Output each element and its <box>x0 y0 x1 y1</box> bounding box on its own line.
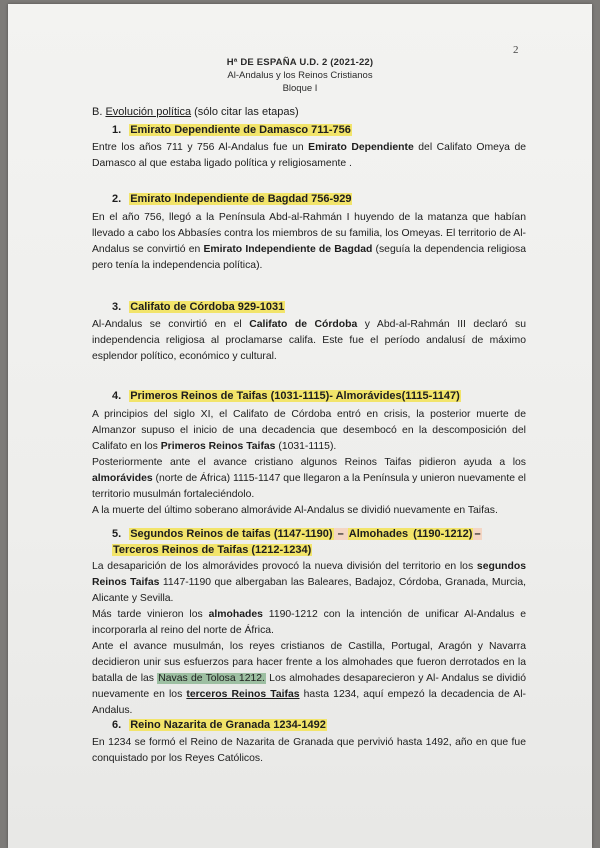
item-5-body <box>92 559 526 719</box>
item-5-title <box>112 526 526 558</box>
item-5-text-run: Los almohades desaparecieron y Al- Andalus se dividió nuevamente en los <box>92 673 526 700</box>
item-4-title <box>112 390 461 402</box>
document-page <box>8 4 592 848</box>
item-6-title-text: Reino Nazarita de Granada 1234-1492 <box>130 719 326 731</box>
header-block: Bloque I <box>282 83 318 94</box>
item-5-number: 5. <box>112 528 122 540</box>
item-5-text-run: segundos Reinos Taifas <box>92 561 526 588</box>
item-5-title-part: Segundos Reinos de taifas (1147-1190) <box>130 528 333 540</box>
item-4-body <box>92 407 526 519</box>
item-3-body <box>92 317 526 365</box>
item-2-text-run: En el año 756, llegó a la Península Abd-al-Rahmán I huyendo de la matanza que habían llevado a cabo los Abbasíes contra los miembros de su familia, los Omeyas. El territorio de Al-Andalus se convirtió en <box>92 212 526 255</box>
item-1-title-text: Emirato Dependiente de Damasco 711-756 <box>130 124 351 136</box>
item-3-title <box>112 301 285 313</box>
item-3-text-run: y Abd-al-Rahmán III declaró su independencia religiosa al proclamarse califa. Este fue el período andalusí de máximo esplendor político, económico y cultural. <box>92 319 526 362</box>
item-5-text-run: Navas de Tolosa 1212. <box>158 673 265 684</box>
item-5-text-run: Más tarde vinieron los <box>92 609 209 620</box>
item-4-text-run: (norte de África) 1115-1147 que llegaron a la Península y unieron nuevamente el territorio musulmán fortaleciéndolo. <box>92 473 526 500</box>
item-4-number: 4. <box>112 390 122 402</box>
header-course-title: Hª DE ESPAÑA U.D. 2 (2021-22) <box>226 57 374 68</box>
item-2-title <box>112 193 352 205</box>
item-6-text-run: En 1234 se formó el Reino de Nazarita de Granada que pervivió hasta 1492, año en que fue conquistado por los Reyes Católicos. <box>92 737 526 764</box>
item-3-title-text: Califato de Córdoba 929-1031 <box>130 301 285 313</box>
item-5-text-run: 1147-1190 que albergaban las Baleares, Badajoz, Córdoba, Granada, Murcia, Alicante y Sevilla. <box>92 577 526 604</box>
item-1-title <box>112 124 352 136</box>
item-5-title-part: (1190-1212) <box>410 528 473 540</box>
item-2-text-run: Emirato Independiente de Bagdad <box>203 244 373 255</box>
header-unit-title: Al-Andalus y los Reinos Cristianos <box>227 70 373 81</box>
item-6-body <box>92 735 526 767</box>
item-2-text-run: (seguía la dependencia religiosa pero tenía la independencia política). <box>92 244 526 271</box>
item-1-number: 1. <box>112 124 122 136</box>
item-1-text-run: Entre los años 711 y 756 Al-Andalus fue un <box>92 142 309 153</box>
item-5-title-text <box>112 528 482 556</box>
item-5-title-part: – <box>474 528 481 540</box>
item-5-text-run: terceros Reinos Taifas <box>186 689 300 700</box>
item-6-number: 6. <box>112 719 122 731</box>
item-5-text-run: La desaparición de los almorávides provocó la nueva división del territorio en los <box>92 561 477 572</box>
item-2-title-text: Emirato Independiente de Bagdad 756-929 <box>130 193 352 205</box>
item-5-title-part: Almohades <box>348 528 409 540</box>
item-4-text-run: Primeros Reinos Taifas <box>160 441 276 452</box>
item-4-text-run: A principios del siglo XI, el Califato de Córdoba entró en crisis, la posterior muerte de Almanzor supuso el inicio de una decadencia que desembocó en la descomposición del Califato en los <box>92 409 526 452</box>
item-2-body <box>92 210 526 274</box>
item-5-text-run: Ante el avance musulmán, los reyes cristianos de Castilla, Portugal, Aragón y Navarra decidieron unir sus esfuerzos para hacer frente a los almohades que fueron derrotados en la batalla de las <box>92 641 526 684</box>
item-1-text-run: del Califato Omeya de Damasco al que estaba ligado política y religiosamente . <box>92 142 527 169</box>
item-3-text-run: Califato de Córdoba <box>249 319 358 330</box>
item-4-text-run: (1031-1115). <box>275 441 337 452</box>
item-4-text-run: almorávides <box>92 473 153 484</box>
item-3-text-run: Al-Andalus se convirtió en el <box>92 319 250 330</box>
item-4-text-run: A la muerte del último soberano almorávide Al-Andalus se dividió nuevamente en Taifas. <box>92 505 498 516</box>
item-1-text-run: Emirato Dependiente <box>308 142 414 153</box>
page-number: 2 <box>513 44 519 56</box>
item-5-text-run: almohades <box>208 609 263 620</box>
item-6-title <box>112 719 327 731</box>
section-heading <box>92 106 299 118</box>
section-prefix: B. <box>92 106 106 118</box>
item-5-title-part: Terceros Reinos de Taifas (1212-1234) <box>113 544 312 556</box>
item-5-title-part: – <box>334 528 347 540</box>
section-title: Evolución política <box>105 106 192 118</box>
item-3-number: 3. <box>112 301 122 313</box>
section-note: (sólo citar las etapas) <box>191 106 299 118</box>
item-4-title-text: Primeros Reinos de Taifas (1031-1115)- Almorávides(1115-1147) <box>130 390 460 402</box>
item-4-text-run: Posteriormente ante el avance cristiano algunos Reinos Taifas pidieron ayuda a los <box>92 457 526 468</box>
item-1-body <box>92 140 526 172</box>
item-5-text-run: hasta 1234, aquí empezó la decadencia de Al-Andalus. <box>92 689 526 716</box>
item-5-text-run: 1190-1212 con la intención de unificar Al-Andalus e incorporarla al reino del norte de África. <box>92 609 527 636</box>
item-2-number: 2. <box>112 193 122 205</box>
